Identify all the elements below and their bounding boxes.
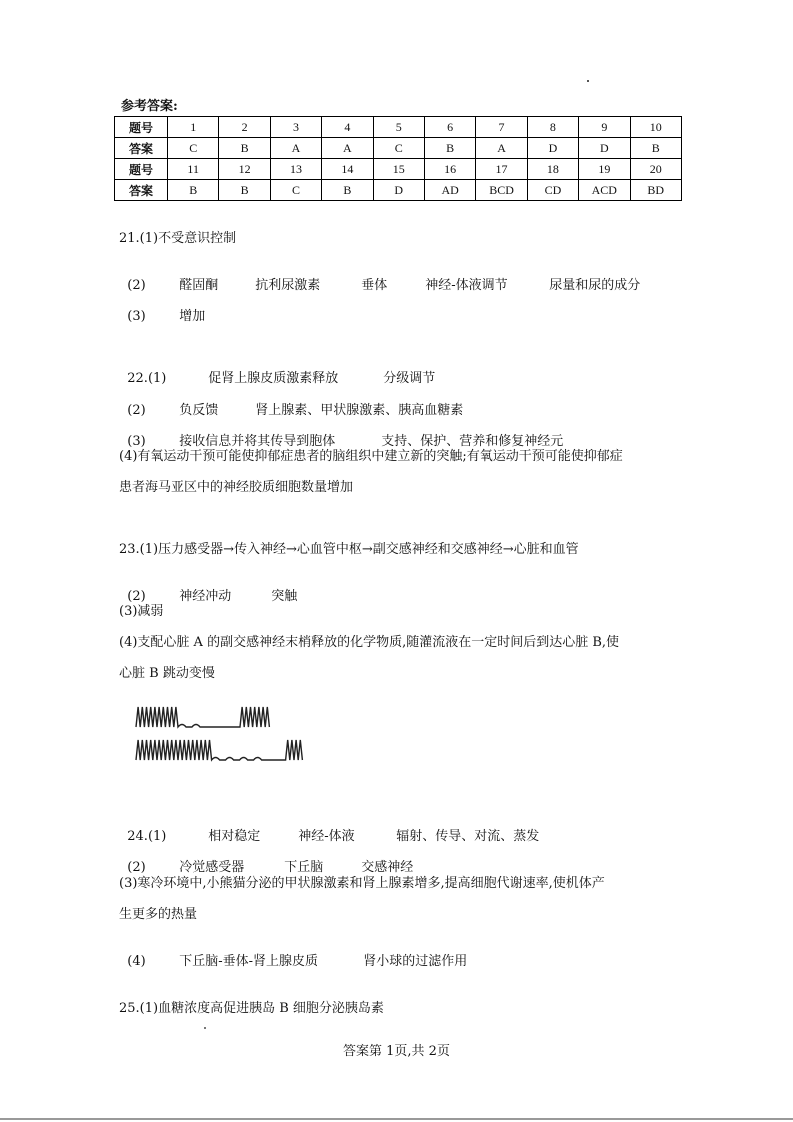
- speck: [204, 1027, 206, 1029]
- answer-table-cell: 4: [322, 117, 373, 138]
- q25-line1: 25.(1)血糖浓度高促进胰岛 B 细胞分泌胰岛素: [119, 1001, 384, 1016]
- q23-line2: [119, 573, 297, 605]
- answer-table-cell: C: [270, 180, 321, 201]
- answer-table-cell: D: [579, 138, 630, 159]
- answer-table-cell: AD: [424, 180, 475, 201]
- q22-1-a: 促肾上腺皮质激素释放: [208, 371, 339, 386]
- q24-1-b: 神经-体液: [298, 829, 355, 844]
- q24-line1: [119, 813, 539, 845]
- answer-table-row: [115, 159, 682, 180]
- answer-table-cell: 3: [270, 117, 321, 138]
- q21-2-a: 醛固酮: [179, 278, 219, 293]
- q21-3-a: 增加: [179, 309, 206, 324]
- answer-table-cell: 14: [322, 159, 373, 180]
- row-header-cell: 答案: [115, 180, 168, 201]
- q24-5-a: 下丘脑-垂体-肾上腺皮质: [179, 954, 319, 969]
- answer-table-cell: D: [373, 180, 424, 201]
- answer-table-cell: B: [168, 180, 219, 201]
- answer-table-cell: 17: [476, 159, 527, 180]
- answer-table-cell: ACD: [579, 180, 630, 201]
- answer-table-cell: 8: [527, 117, 578, 138]
- page-footer: 答案第 1页,共 2页: [343, 1044, 450, 1059]
- row-header-cell: 题号: [115, 159, 168, 180]
- q23-line4: (4)支配心脏 A 的副交感神经末梢释放的化学物质,随灌流液在一定时间后到达心脏 B,使: [119, 635, 620, 650]
- answer-table-row: [115, 138, 682, 159]
- q24-5-b: 肾小球的过滤作用: [363, 954, 468, 969]
- q21-2-d: 神经-体液调节: [425, 278, 508, 293]
- answer-table-cell: BCD: [476, 180, 527, 201]
- q22-2-num: (2): [127, 403, 146, 418]
- answer-table-cell: 2: [219, 117, 270, 138]
- answer-table-cell: 9: [579, 117, 630, 138]
- q22-2-b: 肾上腺素、甲状腺激素、胰高血糖素: [255, 403, 464, 418]
- q24-5-num: (4): [127, 954, 146, 969]
- q21-2-num: (2): [127, 278, 146, 293]
- q22-1-num: 22.(1): [127, 371, 167, 386]
- q24-2-b: 下丘脑: [284, 860, 324, 875]
- answer-table-cell: A: [476, 138, 527, 159]
- heartbeat-waveform-figure: [134, 703, 318, 767]
- q24-2-num: (2): [127, 860, 146, 875]
- q22-3-num: (3): [127, 434, 146, 449]
- q24-1-c: 辐射、传导、对流、蒸发: [396, 829, 540, 844]
- q23-line3: (3)减弱: [119, 604, 164, 619]
- row-header-cell: 答案: [115, 138, 168, 159]
- q21-line3: [119, 293, 205, 325]
- q23-2-a: 神经冲动: [179, 589, 232, 604]
- answer-table-cell: A: [322, 138, 373, 159]
- answer-table-cell: 7: [476, 117, 527, 138]
- answer-table-cell: 1: [168, 117, 219, 138]
- heart-a-waveform: [136, 707, 269, 727]
- q23-line1: 23.(1)压力感受器→传入神经→心血管中枢→副交感神经和交感神经→心脏和血管: [119, 542, 579, 557]
- q21-2-c: 垂体: [361, 278, 388, 293]
- q22-3-b: 支持、保护、营养和修复神经元: [381, 434, 564, 449]
- q24-2-a: 冷觉感受器: [179, 860, 245, 875]
- q23-2-num: (2): [127, 589, 146, 604]
- answer-table-row: [115, 117, 682, 138]
- answer-table-cell: 5: [373, 117, 424, 138]
- answer-table-cell: BD: [630, 180, 681, 201]
- q22-3-a: 接收信息并将其传导到胞体: [179, 434, 336, 449]
- row-header-cell: 题号: [115, 117, 168, 138]
- answer-table-cell: 12: [219, 159, 270, 180]
- answer-table-cell: A: [270, 138, 321, 159]
- q21-2-b: 抗利尿激素: [255, 278, 321, 293]
- answer-table-cell: B: [219, 180, 270, 201]
- q22-line3: [119, 418, 563, 450]
- q21-2-e: 尿量和尿的成分: [549, 278, 641, 293]
- q23-line5: 心脏 B 跳动变慢: [119, 666, 215, 681]
- q22-2-a: 负反馈: [179, 403, 219, 418]
- answer-table-cell: C: [168, 138, 219, 159]
- answer-table: [114, 116, 682, 201]
- q22-line4: (4)有氧运动干预可能使抑郁症患者的脑组织中建立新的突触;有氧运动干预可能使抑郁症: [119, 449, 623, 464]
- q22-1-b: 分级调节: [383, 371, 436, 386]
- q22-line2: [119, 387, 463, 419]
- page-bottom-rule: [0, 1118, 793, 1120]
- q22-line1: [119, 355, 435, 387]
- answer-table-cell: C: [373, 138, 424, 159]
- q24-line5: [119, 938, 467, 970]
- q21-line1: 21.(1)不受意识控制: [119, 231, 237, 246]
- answer-table-cell: B: [424, 138, 475, 159]
- answer-table-cell: D: [527, 138, 578, 159]
- q23-2-b: 突触: [271, 589, 298, 604]
- q22-line5: 患者海马亚区中的神经胶质细胞数量增加: [119, 480, 354, 495]
- answer-table-cell: 18: [527, 159, 578, 180]
- answer-table-cell: CD: [527, 180, 578, 201]
- answer-table-cell: 20: [630, 159, 681, 180]
- q21-3-num: (3): [127, 309, 146, 324]
- answer-table-cell: 16: [424, 159, 475, 180]
- answer-table-cell: 19: [579, 159, 630, 180]
- q24-2-c: 交感神经: [361, 860, 414, 875]
- answer-table-cell: 15: [373, 159, 424, 180]
- answer-table-cell: B: [630, 138, 681, 159]
- q24-1-num: 24.(1): [127, 829, 167, 844]
- answer-table-cell: B: [219, 138, 270, 159]
- answer-table-cell: 10: [630, 117, 681, 138]
- q24-line4: 生更多的热量: [119, 907, 198, 922]
- answer-table-cell: B: [322, 180, 373, 201]
- answer-key-title: 参考答案:: [121, 99, 178, 114]
- answer-table-cell: 13: [270, 159, 321, 180]
- q24-1-a: 相对稳定: [208, 829, 261, 844]
- heart-b-waveform: [136, 740, 302, 760]
- q24-line3: (3)寒冷环境中,小熊猫分泌的甲状腺激素和肾上腺素增多,提高细胞代谢速率,使机体产: [119, 876, 605, 891]
- q21-line2: [119, 262, 640, 294]
- speck: [587, 80, 589, 82]
- q24-line2: [119, 844, 413, 876]
- answer-table-row: [115, 180, 682, 201]
- answer-table-cell: 6: [424, 117, 475, 138]
- answer-table-cell: 11: [168, 159, 219, 180]
